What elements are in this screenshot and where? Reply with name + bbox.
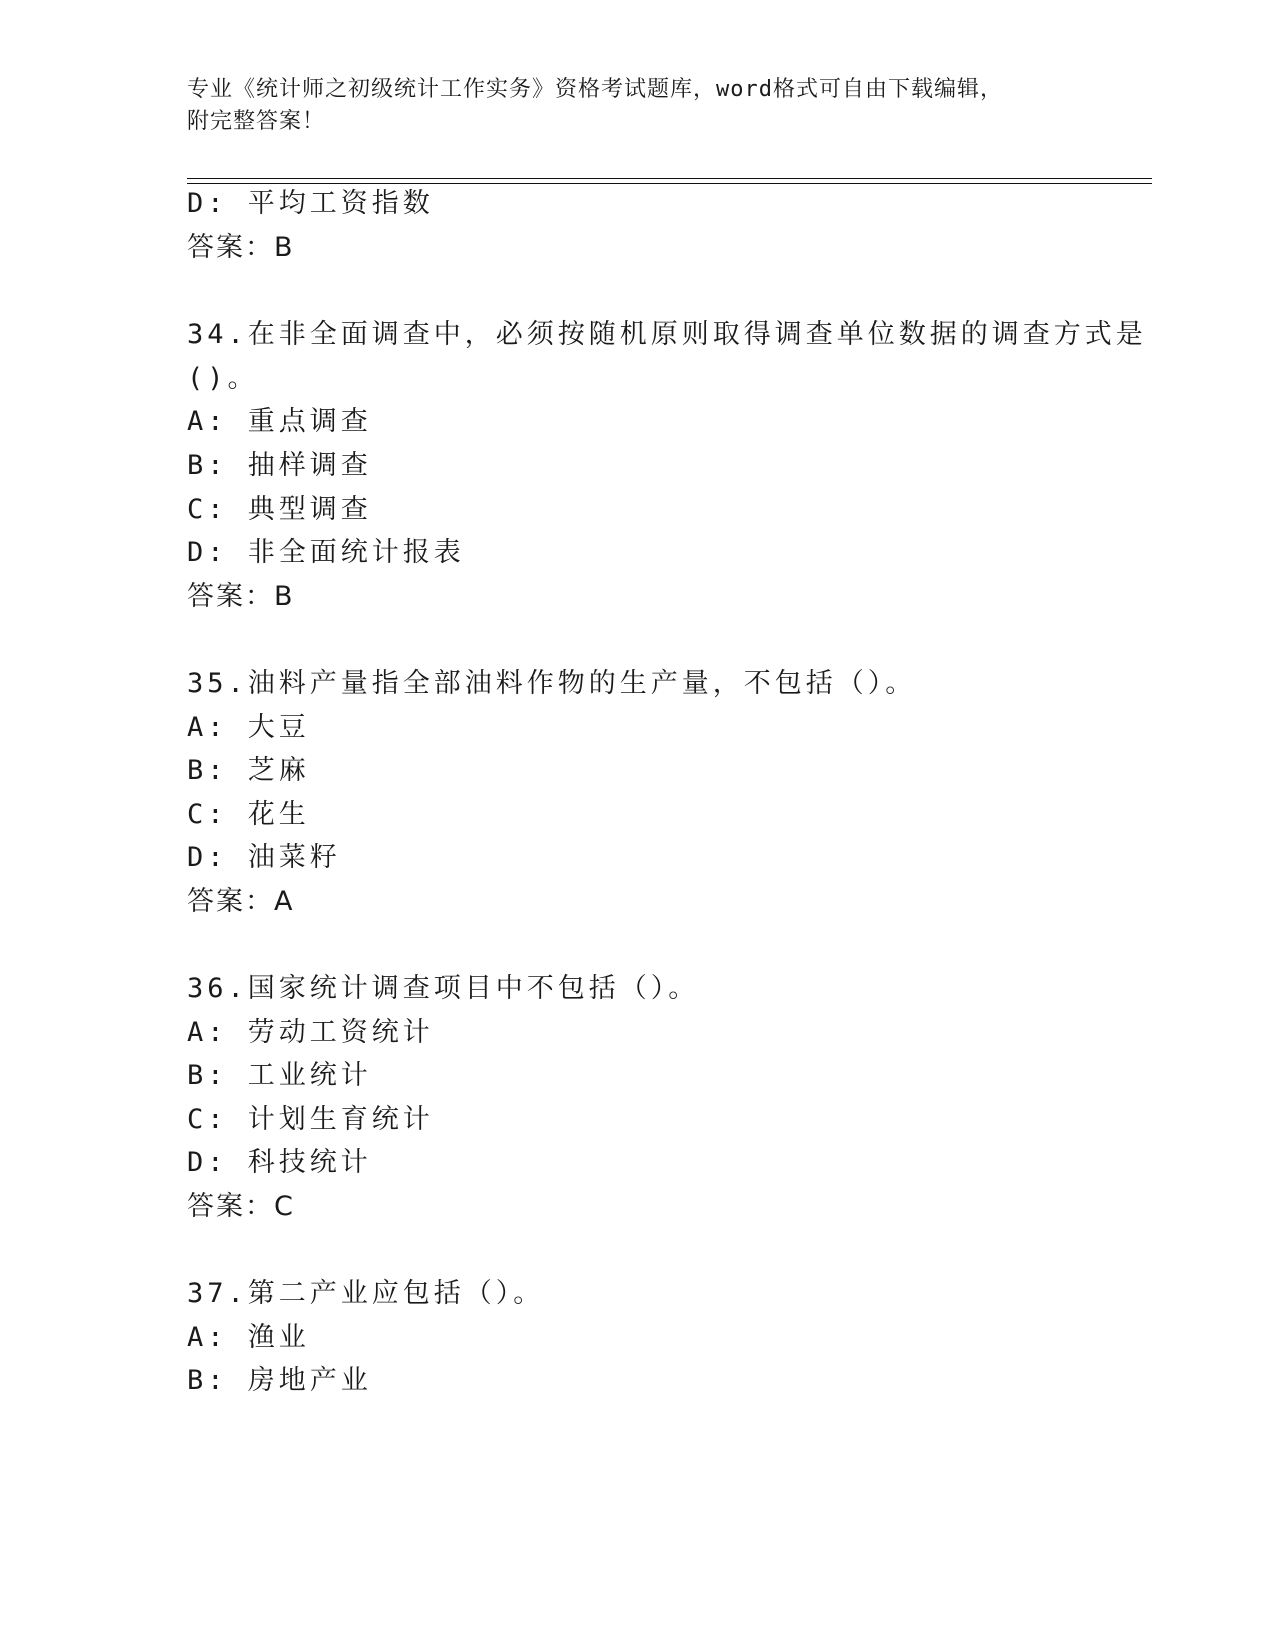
q36-option-b: B: 工业统计 — [187, 1060, 372, 1091]
header-line-1: 专业《统计师之初级统计工作实务》资格考试题库，word格式可自由下载编辑， — [187, 77, 1003, 102]
q34-stem-line-2: ()。 — [187, 363, 259, 394]
q36-answer: 答案：C — [187, 1191, 295, 1222]
prev-answer: 答案：B — [187, 232, 295, 263]
q37-stem: 37.第二产业应包括（）。 — [187, 1278, 545, 1309]
q34-stem-line-1: 34.在非全面调查中，必须按随机原则取得调查单位数据的调查方式是 — [187, 319, 1147, 350]
q34-answer: 答案：B — [187, 581, 295, 612]
document-header — [187, 74, 1067, 138]
header-divider-top — [187, 178, 1152, 179]
q36-option-d: D: 科技统计 — [187, 1147, 372, 1178]
q35-answer: 答案：A — [187, 886, 295, 917]
q36-stem: 36.国家统计调查项目中不包括（）。 — [187, 973, 700, 1004]
header-divider-bottom — [187, 183, 1152, 184]
q34-option-a: A: 重点调查 — [187, 406, 372, 437]
q35-option-d: D: 油菜籽 — [187, 842, 341, 873]
q35-stem: 35.油料产量指全部油料作物的生产量，不包括（）。 — [187, 668, 917, 699]
q37-option-b: B: 房地产业 — [187, 1365, 372, 1396]
q35-option-c: C: 花生 — [187, 799, 310, 830]
q36-option-c: C: 计划生育统计 — [187, 1104, 434, 1135]
q35-option-b: B: 芝麻 — [187, 755, 310, 786]
prev-option-d: D: 平均工资指数 — [187, 188, 434, 219]
header-line-2: 附完整答案！ — [187, 109, 326, 134]
q36-option-a: A: 劳动工资统计 — [187, 1017, 434, 1048]
q37-option-a: A: 渔业 — [187, 1322, 310, 1353]
q34-option-b: B: 抽样调查 — [187, 450, 372, 481]
q34-option-d: D: 非全面统计报表 — [187, 537, 465, 568]
q34-option-c: C: 典型调查 — [187, 494, 372, 525]
q35-option-a: A: 大豆 — [187, 712, 310, 743]
